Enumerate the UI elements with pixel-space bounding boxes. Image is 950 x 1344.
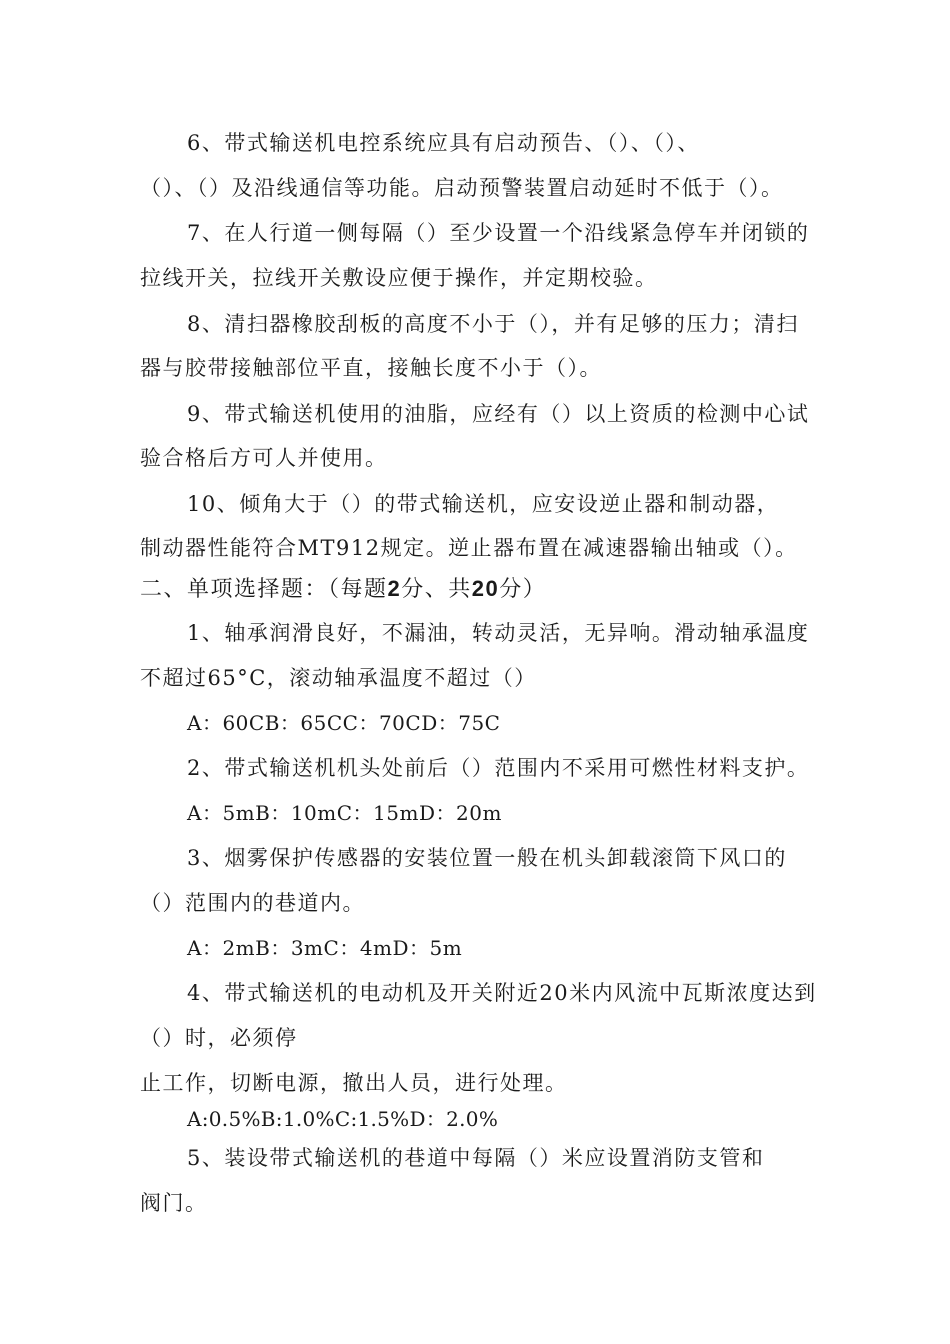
mc1-line1: 1、轴承润滑良好，不漏油，转动灵活，无异响。滑动轴承温度 (187, 621, 810, 645)
mc2-options: A：5mB：10mC：15mD：20m (187, 801, 502, 825)
mc3-line2: （）范围内的巷道内。 (140, 891, 365, 915)
q8-line2: 器与胶带接触部位平直，接触长度不小于（）。 (140, 356, 602, 380)
section-heading-total: 20 (471, 576, 500, 601)
mc3-line1: 3、烟雾保护传感器的安装位置一般在机头卸载滚筒下风口的 (187, 846, 787, 870)
q9-line2: 验合格后方可人并使用。 (140, 446, 388, 470)
q7-line2: 拉线开关，拉线开关敷设应便于操作，并定期校验。 (140, 266, 658, 290)
mc2-line1: 2、带式输送机机头处前后（）范围内不采用可燃性材料支护。 (187, 756, 810, 780)
mc4-options: A:0.5%B:1.0%C:1.5%D：2.0% (187, 1107, 499, 1131)
mc4-line2: （）时，必须停 (140, 1026, 298, 1050)
q10-line2: 制动器性能符合MT912规定。逆止器布置在减速器输出轴或（）。 (140, 536, 798, 560)
section-heading-prefix: 二、单项选择题：（每题 (140, 577, 388, 602)
mc1-options: A：60CB：65CC：70CD：75C (187, 711, 501, 735)
q6-line1: 6、带式输送机电控系统应具有启动预告、（）、（）、 (187, 131, 700, 155)
q9-line1: 9、带式输送机使用的油脂，应经有（）以上资质的检测中心试 (187, 402, 810, 426)
q8-line1: 8、清扫器橡胶刮板的高度不小于（），并有足够的压力；清扫 (187, 312, 799, 336)
mc3-options: A：2mB：3mC：4mD：5m (187, 936, 463, 960)
mc5-line1: 5、装设带式输送机的巷道中每隔（）米应设置消防支管和 (187, 1146, 765, 1170)
mc5-line2: 阀门。 (140, 1191, 208, 1215)
q10-line1: 10、倾角大于（）的带式输送机，应安设逆止器和制动器， (187, 492, 780, 516)
mc4-line3: 止工作，切断电源，撤出人员，进行处理。 (140, 1071, 568, 1095)
section-heading-points: 2 (387, 576, 402, 601)
section-heading-suffix: 分） (499, 577, 547, 602)
q6-line2: （）、（）及沿线通信等功能。启动预警装置启动延时不低于（）。 (140, 176, 784, 200)
q7-line1: 7、在人行道一侧每隔（）至少设置一个沿线紧急停车并闭锁的 (187, 221, 810, 245)
mc4-line1: 4、带式输送机的电动机及开关附近20米内风流中瓦斯浓度达到 (187, 981, 817, 1005)
mc1-line2: 不超过65°C，滚动轴承温度不超过（） (140, 666, 537, 690)
section-heading-mid: 分、共 (401, 577, 472, 602)
section-heading (140, 572, 546, 603)
